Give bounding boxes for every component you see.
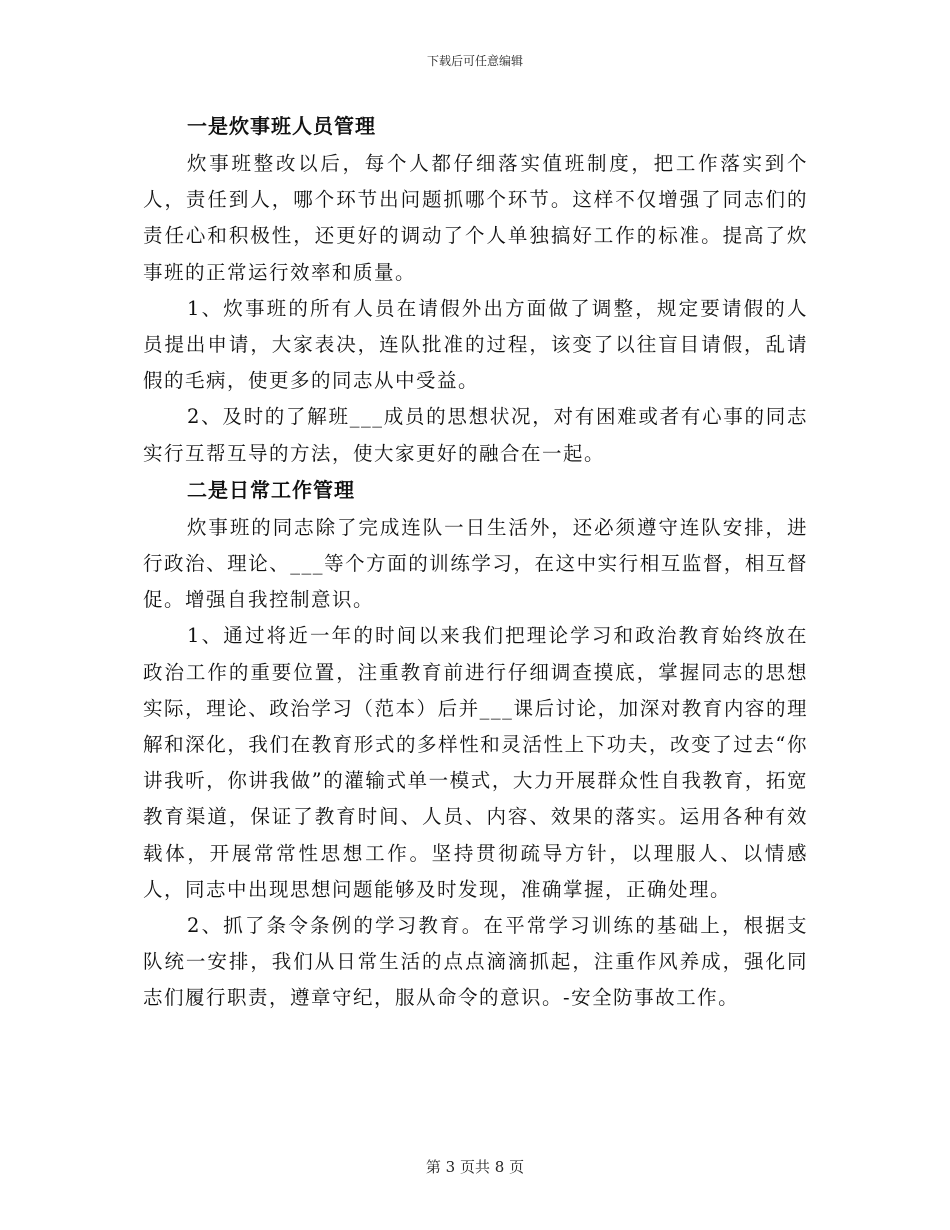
paragraph: 1、通过将近一年的时间以来我们把理论学习和政治教育始终放在政治工作的重要位置，注重教育前进行仔细调查摸底，掌握同志的思想实际，理论、政治学习（范本）后并___课后讨论，加深对教育内容的理解和深化，我们在教育形式的多样性和灵活性上下功夫，改变了过去“你讲我听，你讲我做”的灌输式单一模式，大力开展群众性自我教育，拓宽教育渠道，保证了教育时间、人员、内容、效果的落实。运用各种有效载体，开展常常性思想工作。坚持贯彻疏导方针，以理服人、以情感人，同志中出现思想问题能够及时发现，准确掌握，正确处理。 xyxy=(143,624,808,901)
paragraph: 炊事班的同志除了完成连队一日生活外，还必须遵守连队安排，进行政治、理论、___等个方面的训练学习，在这中实行相互监督，相互督促。增强自我控制意识。 xyxy=(143,515,808,612)
paragraph: 2、及时的了解班___成员的思想状况，对有困难或者有心事的同志实行互帮互导的方法，使大家更好的融合在一起。 xyxy=(143,405,808,465)
paragraph: 1、炊事班的所有人员在请假外出方面做了调整，规定要请假的人员提出申请，大家表决，连队批准的过程，该变了以往盲目请假，乱请假的毛病，使更多的同志从中受益。 xyxy=(143,296,808,393)
page-footer: 第 3 页共 8 页 xyxy=(425,1158,525,1176)
paragraph: 炊事班整改以后，每个人都仔细落实值班制度，把工作落实到个人，责任到人，哪个环节出问题抓哪个环节。这样不仅增强了同志们的责任心和积极性，还更好的调动了个人单独搞好工作的标准。提高了炊事班的正常运行效率和质量。 xyxy=(143,152,808,284)
section-heading-1: 一是炊事班人员管理 xyxy=(187,114,376,138)
section-heading-2: 二是日常工作管理 xyxy=(187,477,355,502)
paragraph: 2、抓了条令条例的学习教育。在平常学习训练的基础上，根据支队统一安排，我们从日常生活的点点滴滴抓起，注重作风养成，强化同志们履行职责，遵章守纪，服从命令的意识。-安全防事故工作。 xyxy=(143,914,808,1010)
page-header: 下载后可任意编辑 xyxy=(426,54,523,68)
document-body xyxy=(143,108,808,1017)
